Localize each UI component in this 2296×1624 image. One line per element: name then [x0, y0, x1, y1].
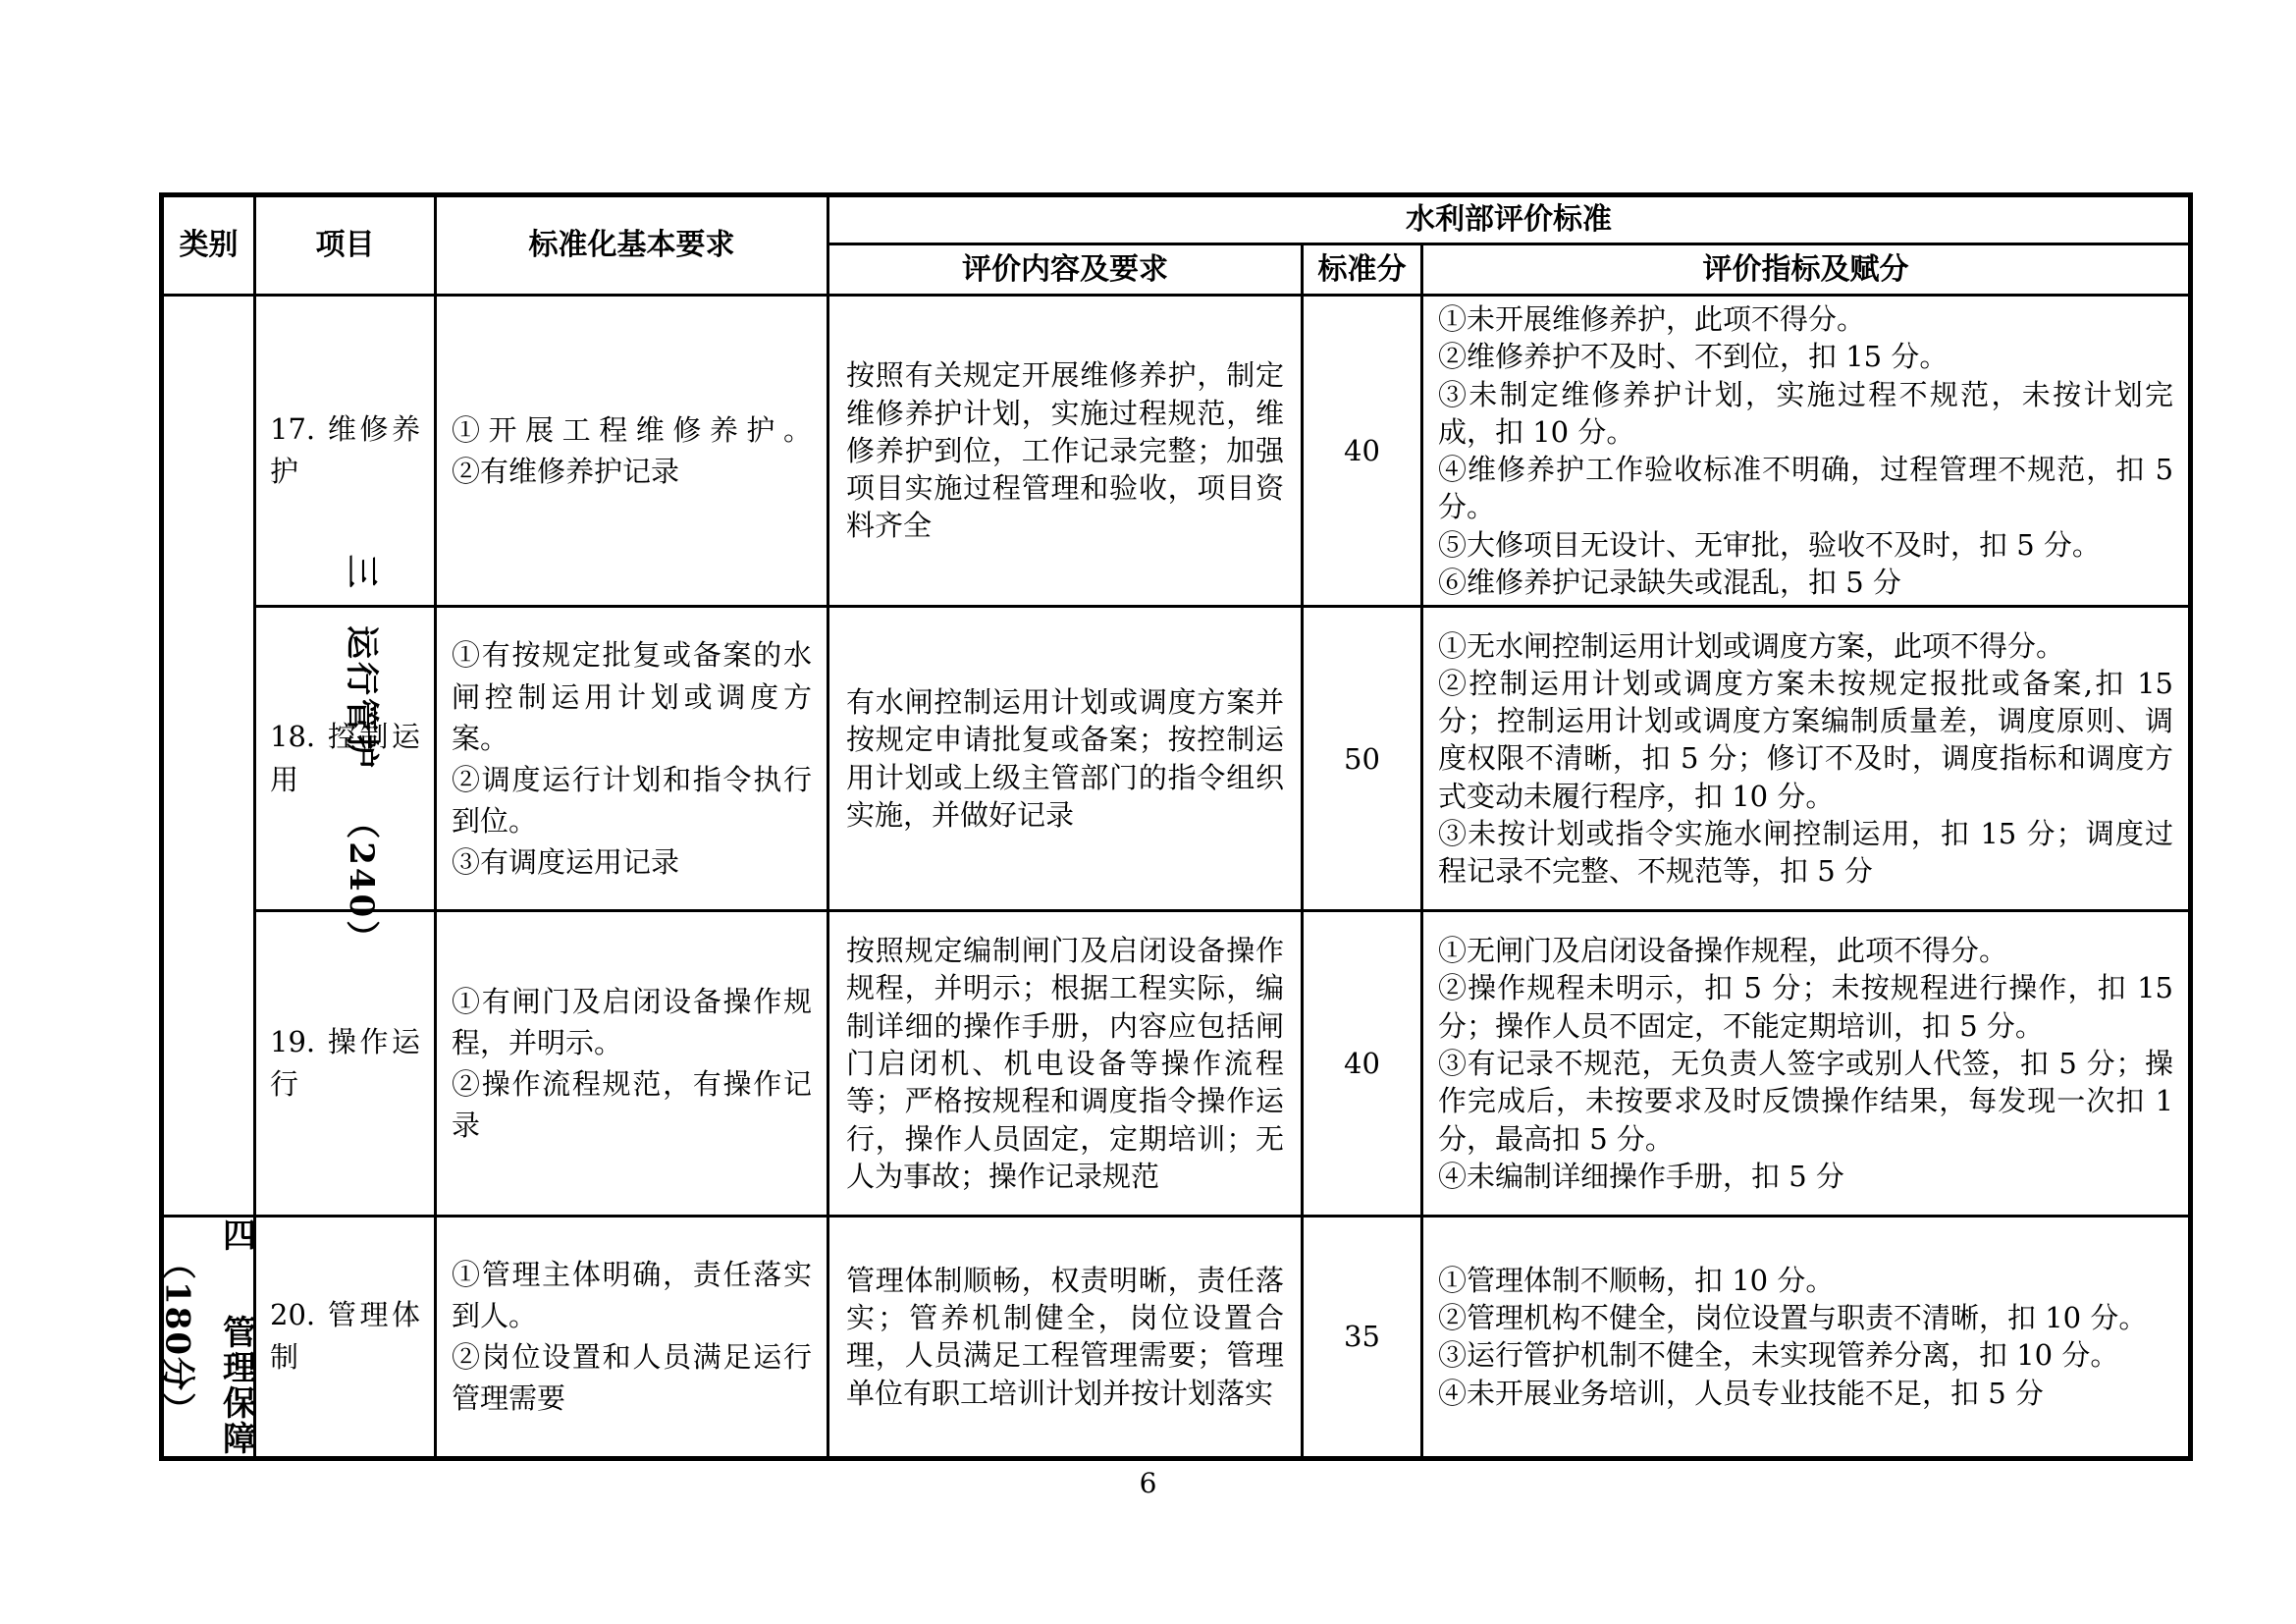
content-cell [828, 1217, 1303, 1458]
content-cell [828, 296, 1303, 607]
item-cell [255, 1217, 436, 1458]
indicators-cell [1422, 296, 2191, 607]
category-label-4 [157, 1218, 256, 1456]
category-score: （180分） [157, 1245, 197, 1428]
content-text: 按照规定编制闸门及启闭设备操作规程，并明示；根据工程实际，编制详细的操作手册，内容应包括闸门启闭机、机电设备等操作流程等；严格按规程和调度指令操作运行，操作人员固定，定期培训；无人为事故；操作记录规范 [846, 934, 1284, 1193]
indicators-cell [1422, 911, 2191, 1217]
requirement-item: ①开展工程维修养护。 [452, 413, 812, 448]
indicator-item: ③未按计划或指令实施水闸控制运用，扣 15 分；调度过程记录不完整、不规范等，扣 5 分 [1438, 817, 2174, 889]
requirement-item: ③有调度运用记录 [452, 844, 680, 879]
indicator-item: ①未开展维修养护，此项不得分。 [1438, 302, 1866, 336]
indicator-item: ①无水闸控制运用计划或调度方案，此项不得分。 [1438, 628, 2065, 663]
header-standard-score: 标准分 [1303, 244, 1422, 296]
category-label-3 [341, 555, 389, 956]
content-text: 按照有关规定开展维修养护，制定维修养护计划，实施过程规范，维修养护到位，工作记录完整；加强项目实施过程管理和验收，项目资料齐全 [846, 358, 1284, 543]
indicator-item: ②管理机构不健全，岗位设置与职责不清晰，扣 10 分。 [1438, 1301, 2148, 1335]
table-row-17 [162, 296, 2191, 607]
requirements-cell [436, 296, 828, 607]
indicator-item: ③有记录不规范，无负责人签字或别人代签，扣 5 分；操作完成后，未按要求及时反馈操作结果，每发现一次扣 1 分，最高扣 5 分。 [1438, 1046, 2174, 1156]
indicators-cell [1422, 1217, 2191, 1458]
requirement-item: ①有按规定批复或备案的水闸控制运用计划或调度方案。 [452, 638, 812, 755]
table-row-18 [162, 607, 2191, 911]
score-cell: 40 [1303, 296, 1422, 607]
indicator-item: ④未开展业务培训，人员专业技能不足，扣 5 分 [1438, 1376, 2044, 1410]
header-category: 类别 [162, 195, 255, 296]
score-cell: 35 [1303, 1217, 1422, 1458]
item-label: 18. 控制运用 [270, 720, 420, 796]
requirements-cell [436, 911, 828, 1217]
requirements-cell [436, 607, 828, 911]
header-row-1 [162, 195, 2191, 244]
requirement-item: ②有维修养护记录 [452, 455, 680, 489]
requirements-cell [436, 1217, 828, 1458]
category-name: 运行管护 [342, 625, 382, 772]
score-cell: 40 [1303, 911, 1422, 1217]
header-content-requirements: 评价内容及要求 [828, 244, 1303, 296]
item-cell [255, 911, 436, 1217]
indicator-item: ②操作规程未明示，扣 5 分；未按规程进行操作，扣 15 分；操作人员不固定，不能定期培训，扣 5 分。 [1438, 971, 2174, 1043]
requirement-item: ②操作流程规范，有操作记录 [452, 1067, 812, 1143]
indicator-item: ⑤大修项目无设计、无审批，验收不及时，扣 5 分。 [1438, 527, 2101, 562]
indicator-item: ⑥维修养护记录缺失或混乱，扣 5 分 [1438, 565, 1901, 599]
indicator-item: ②维修养护不及时、不到位，扣 15 分。 [1438, 340, 1949, 374]
page-number: 6 [1139, 1467, 1157, 1499]
item-label: 19. 操作运行 [270, 1024, 420, 1102]
header-indicators: 评价指标及赋分 [1422, 244, 2191, 296]
header-basic-requirements: 标准化基本要求 [436, 195, 828, 296]
category-number: 四 [216, 1218, 256, 1254]
score-cell: 50 [1303, 607, 1422, 911]
evaluation-table [159, 192, 2193, 1461]
category-cell-management [157, 1217, 256, 1458]
category-score: （240） [342, 805, 382, 957]
content-text: 管理体制顺畅，权责明晰，责任落实；管养机制健全，岗位设置合理，人员满足工程管理需要；管理单位有职工培训计划并按计划落实 [846, 1263, 1284, 1410]
indicators-cell [1422, 607, 2191, 911]
category-number: 三 [342, 554, 382, 591]
indicator-item: ④未编制详细操作手册，扣 5 分 [1438, 1159, 1844, 1193]
requirement-item: ②岗位设置和人员满足运行管理需要 [452, 1340, 812, 1416]
requirement-item: ②调度运行计划和指令执行到位。 [452, 762, 812, 838]
content-text: 有水闸控制运用计划或调度方案并按规定申请批复或备案；按控制运用计划或上级主管部门的指令组织实施，并做好记录 [846, 685, 1284, 832]
table-row-20 [162, 1217, 2191, 1458]
content-cell [828, 911, 1303, 1217]
category-name-block [213, 1218, 261, 1455]
indicator-item: ③运行管护机制不健全，未实现管养分离，扣 10 分。 [1438, 1338, 2119, 1373]
header-item: 项目 [255, 195, 436, 296]
indicator-item: ④维修养护工作验收标准不明确，过程管理不规范，扣 5 分。 [1438, 453, 2174, 524]
header-ministry-standard: 水利部评价标准 [828, 195, 2191, 244]
requirement-item: ①管理主体明确，责任落实到人。 [452, 1258, 812, 1333]
indicator-item: ③未制定维修养护计划，实施过程不规范，未按计划完成，扣 10 分。 [1438, 377, 2174, 449]
indicator-item: ①管理体制不顺畅，扣 10 分。 [1438, 1263, 1835, 1297]
item-label: 20. 管理体制 [270, 1297, 420, 1375]
category-name: 管理保障 [216, 1314, 256, 1456]
indicator-item: ②控制运用计划或调度方案未按规定报批或备案,扣 15 分；控制运用计划或调度方案编制质量差，调度原则、调度权限不清晰，扣 5 分；修订不及时，调度指标和调度方式变动未履行程序，扣 10 分。 [1438, 666, 2174, 813]
content-cell [828, 607, 1303, 911]
requirement-item: ①有闸门及启闭设备操作规程，并明示。 [452, 985, 812, 1060]
item-label: 17. 维修养护 [270, 411, 420, 489]
table-row-19 [162, 911, 2191, 1217]
indicator-item: ①无闸门及启闭设备操作规程，此项不得分。 [1438, 934, 2008, 968]
